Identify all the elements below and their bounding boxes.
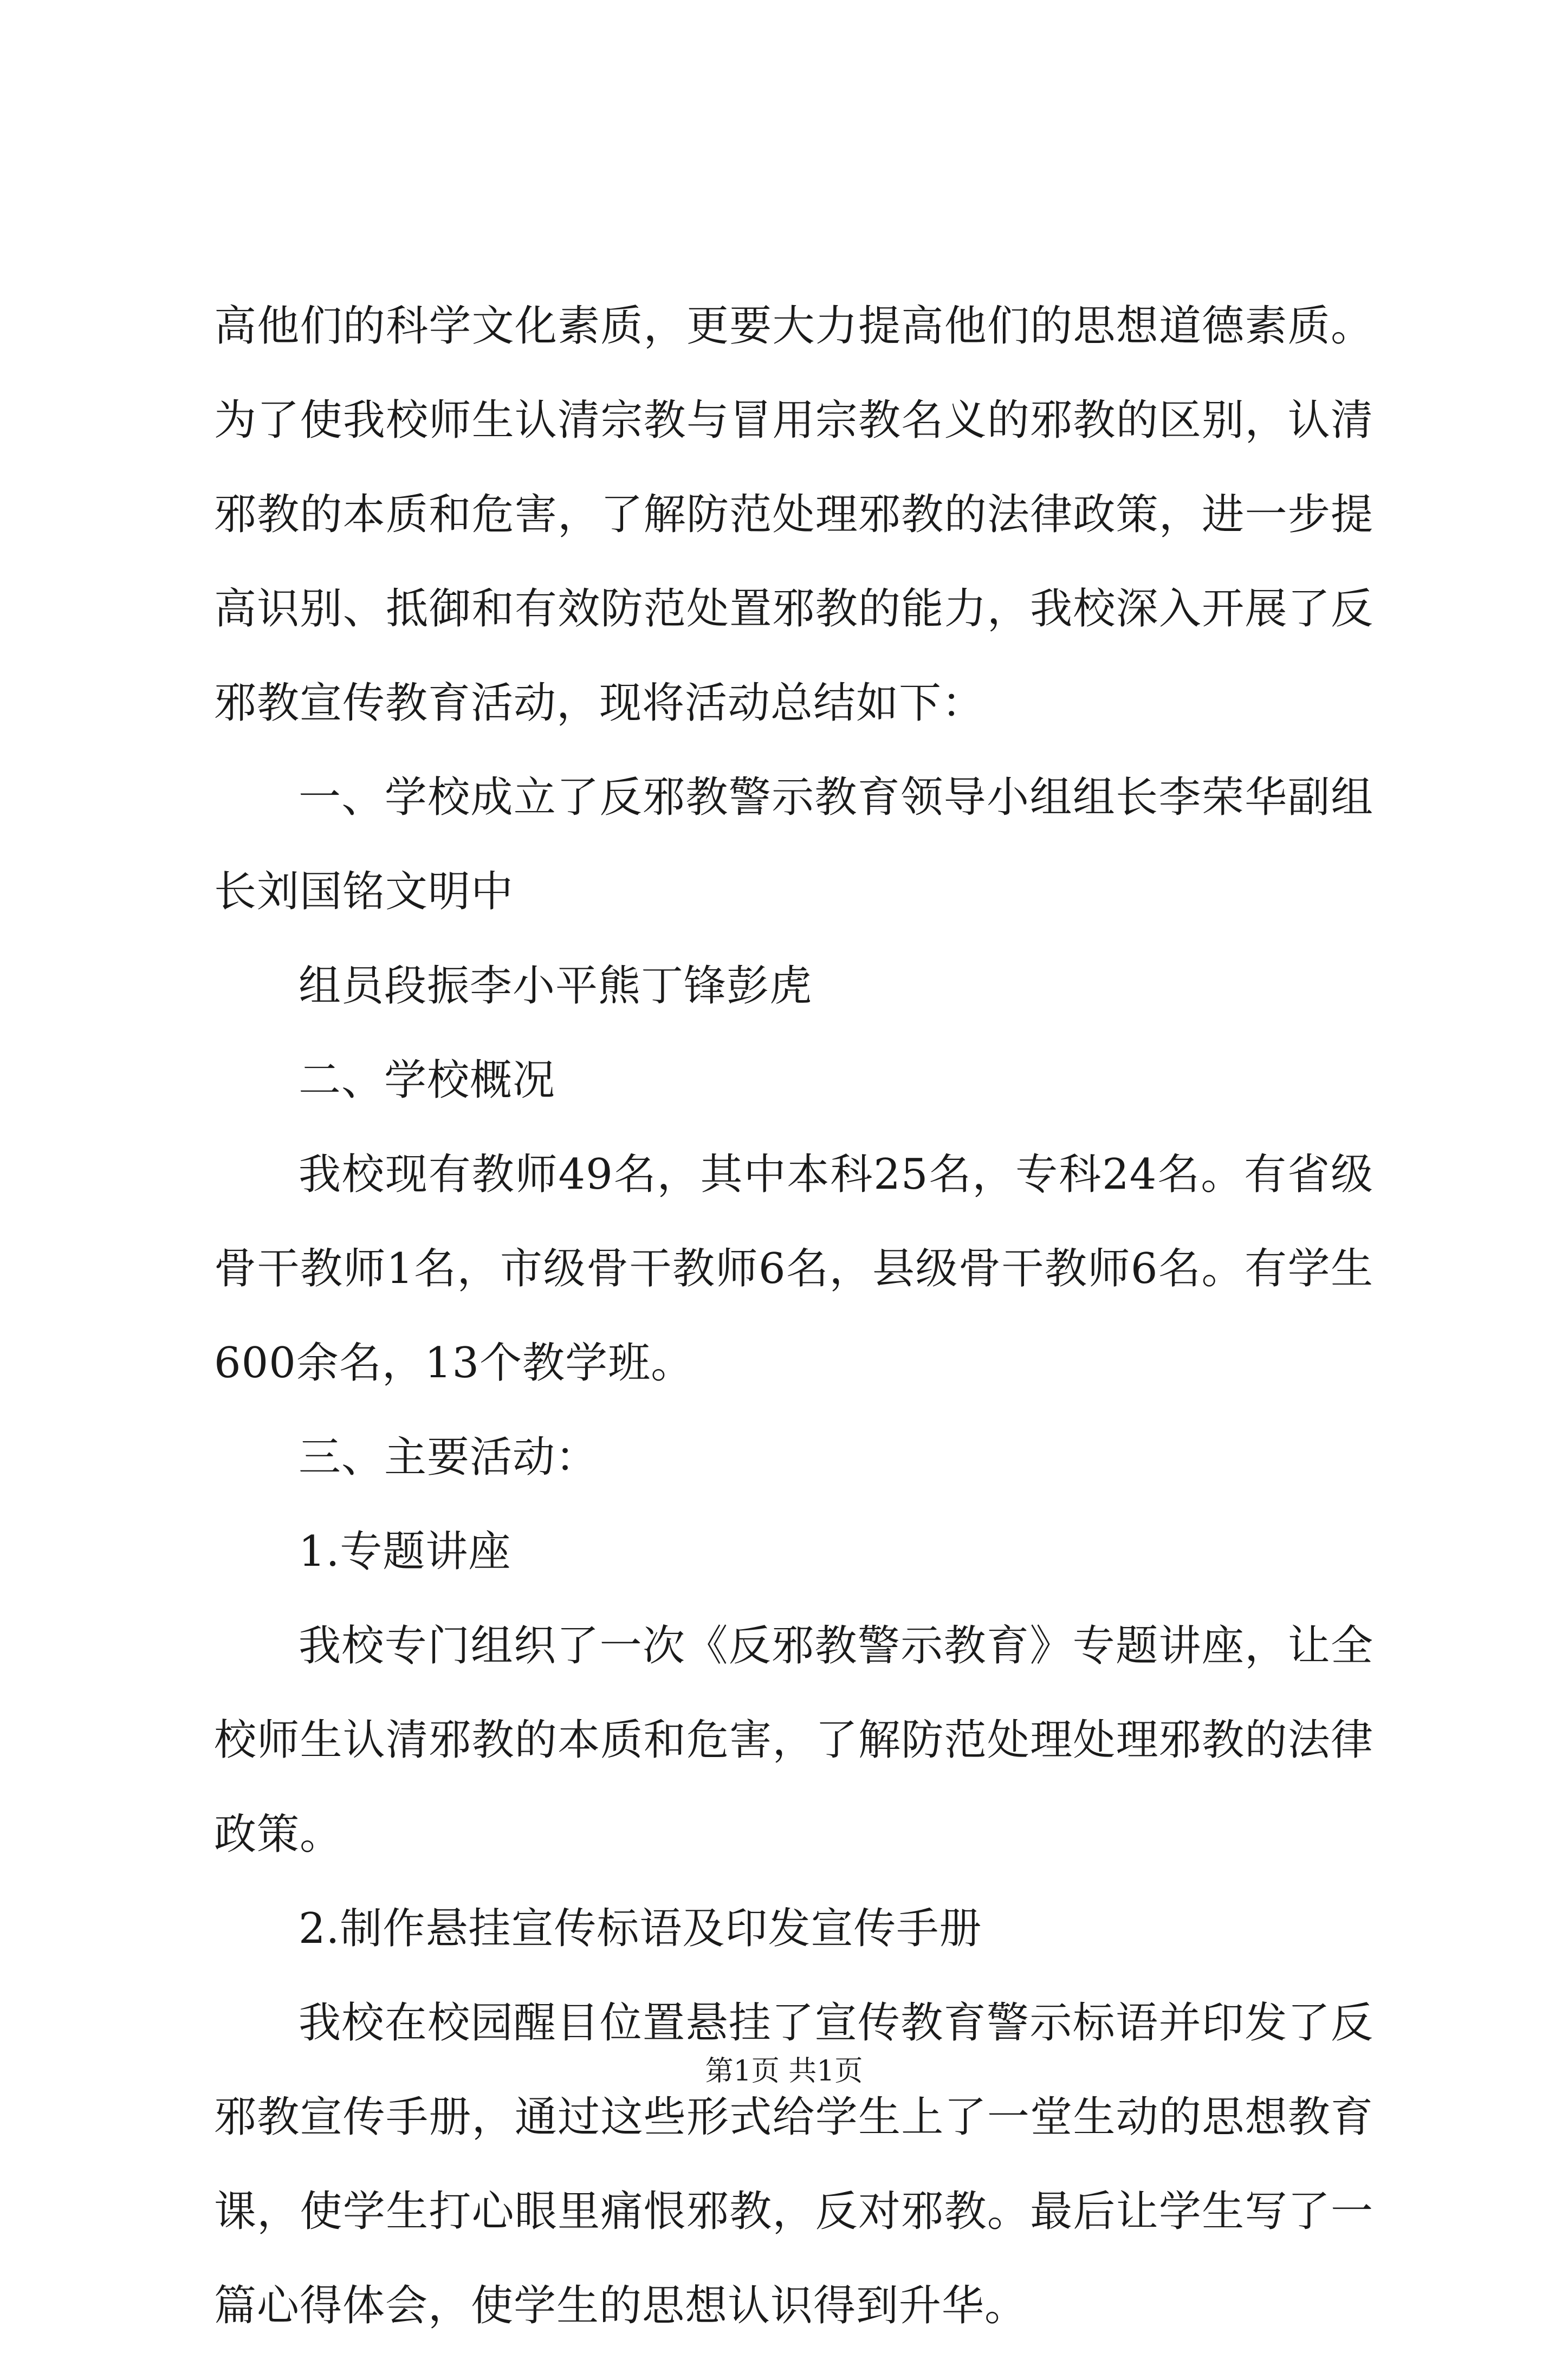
paragraph-lecture: 我校专门组织了一次《反邪教警示教育》专题讲座，让全校师生认清邪教的本质和危害，了解防范处理处理邪教的法律政策。 (214, 1622, 1373, 1859)
paragraph-intro: 高他们的科学文化素质，更要大力提高他们的思想道德素质。为了使我校师生认清宗教与冒用宗教名义的邪教的区别，认清邪教的本质和危害，了解防范处理邪教的法律政策，进一步提高识别、抵御和有效防范处置邪教的能力，我校深入开展了反邪教宣传教育活动，现将活动总结如下： (214, 302, 1373, 728)
paragraph-school-overview: 我校现有教师49名，其中本科25名，专科24名。有省级骨干教师1名，市级骨干教师6名，县级骨干教师6名。有学生600余名，13个教学班。 (214, 1150, 1373, 1388)
paragraph-banners-brochures: 我校在校园醒目位置悬挂了宣传教育警示标语并印发了反邪教宣传手册，通过这些形式给学生上了一堂生动的思想教育课，使学生打心眼里痛恨邪教，反对邪教。最后让学生写了一篇心得体会，使学生的思想认识得到升华。 (214, 1999, 1373, 2330)
subheading-lecture: 1.专题讲座 (299, 1527, 511, 1576)
section-heading-main-activities: 三、主要活动： (299, 1433, 599, 1482)
paragraph-leadership-group: 一、学校成立了反邪教警示教育领导小组组长李荣华副组长刘国铭文明中 (214, 773, 1373, 916)
page-number-footer: 第1页 共1页 (705, 2055, 863, 2088)
paragraph-group-members: 组员段振李小平熊丁锋彭虎 (299, 962, 813, 1010)
document-body (214, 279, 1373, 2353)
section-heading-school-overview: 二、学校概况 (299, 1056, 556, 1105)
subheading-banners-brochures: 2.制作悬挂宣传标语及印发宣传手册 (299, 1904, 982, 1953)
